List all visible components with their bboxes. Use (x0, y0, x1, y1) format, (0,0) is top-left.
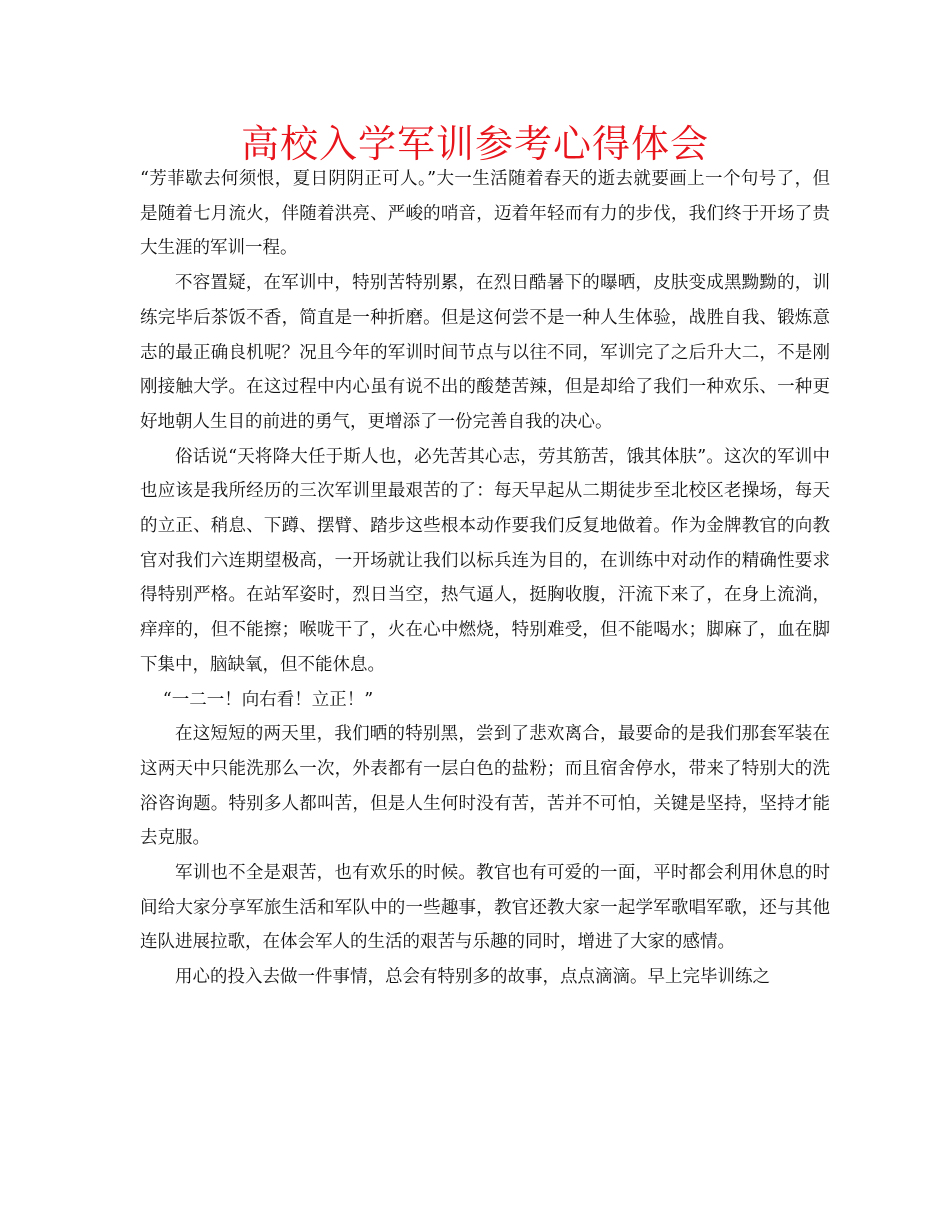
paragraph-3: 俗话说“天将降大任于斯人也，必先苦其心志，劳其筋苦，饿其体肤”。这次的军训中也应该是我所经历的三次军训里最艰苦的了：每天早起从二期徒步至北校区老操场，每天的立正、稍息、下蹲、摆臂、踏步这些根本动作要我们反复地做着。作为金牌教官的向教官对我们六连期望极高，一开场就让我们以标兵连为目的，在训练中对动作的精确性要求得特别严格。在站军姿时，烈日当空，热气逼人，挺胸收腹，汗流下来了，在身上流淌，痒痒的，但不能擦；喉咙干了，火在心中燃烧，特别难受，但不能喝水；脚麻了，血在脚下集中，脑缺氧，但不能休息。 (140, 446, 830, 675)
paragraph-4: “一二一！向右看！立正！” (162, 689, 374, 710)
document-body (140, 162, 830, 995)
paragraph-6: 军训也不全是艰苦，也有欢乐的时候。教官也有可爱的一面，平时都会利用休息的时间给大家分享军旅生活和军队中的一些趣事，教官还教大家一起学军歌唱军歌，还与其他连队进展拉歌，在体会军人的生活的艰苦与乐趣的同时，增进了大家的感情。 (140, 863, 830, 953)
paragraph-7: 用心的投入去做一件事情，总会有特别多的故事，点点滴滴。早上完毕训练之 (175, 967, 770, 988)
paragraph-1: “芳菲歇去何须恨，夏日阴阴正可人。”大一生活随着春天的逝去就要画上一个句号了，但是随着七月流火，伴随着洪亮、严峻的哨音，迈着年轻而有力的步伐，我们终于开场了贵大生涯的军训一程。 (140, 169, 830, 259)
paragraph-5: 在这短短的两天里，我们晒的特别黑，尝到了悲欢离合，最要命的是我们那套军装在这两天中只能洗那么一次，外表都有一层白色的盐粉；而且宿舍停水，带来了特别大的洗浴咨询题。特别多人都叫苦，但是人生何时没有苦，苦并不可怕，关键是坚持，坚持才能去克服。 (140, 724, 830, 849)
paragraph-2: 不容置疑，在军训中，特别苦特别累，在烈日酷暑下的曝晒，皮肤变成黑黝黝的，训练完毕后茶饭不香，简直是一种折磨。但是这何尝不是一种人生体验，战胜自我、锻炼意志的最正确良机呢？况且今年的军训时间节点与以往不同，军训完了之后升大二，不是刚刚接触大学。在这过程中内心虽有说不出的酸楚苦辣，但是却给了我们一种欢乐、一种更好地朝人生目的前进的勇气，更增添了一份完善自我的决心。 (140, 273, 830, 432)
document-title: 高校入学军训参考心得体会 (240, 122, 709, 166)
